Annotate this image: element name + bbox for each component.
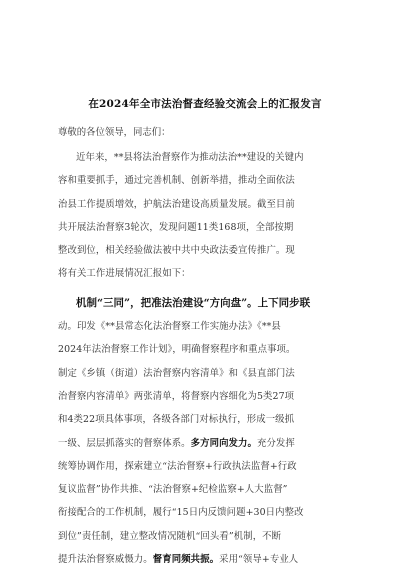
section-heading: 机制“三同”，把准法治建设“方向盘”。上下同步联: [76, 296, 311, 309]
paragraph-line: 统筹协调作用，探索建立“法治督察+行政执法监督+行政: [58, 460, 297, 472]
paragraph-line: 到位”责任制，建立整改情况随机“回头看”机制，不断: [58, 530, 282, 542]
paragraph-line: 整改到位，相关经验做法被中共中央政法委宣传推广。现: [58, 245, 295, 257]
bold-subheading: 督育同频共振。: [152, 554, 220, 566]
paragraph-text: 提升法治督察威慑力。: [58, 554, 153, 566]
paragraph-text: 采用“领导+专业人: [219, 554, 299, 566]
paragraph-text: 充分发挥: [256, 437, 295, 449]
paragraph-line: 复议监督”协作共推、“法治督察+纪检监察+人大监督”: [58, 484, 288, 496]
paragraph-line: 治县工作提质增效，护航法治建设高质量发展。截至目前: [58, 198, 295, 210]
greeting: 尊敬的各位领导，同志们：: [58, 127, 171, 138]
paragraph-line: 治督察内容清单》两张清单，将督察内容细化为5类27项: [58, 390, 295, 402]
document-title: 在2024年全市法治督查经验交流会上的汇报发言: [88, 98, 322, 110]
paragraph-line-mixed: [58, 432, 354, 455]
paragraph-line: 共开展法治督察3轮次，发现问题11类168项，全部按期: [58, 221, 294, 233]
paragraph-line: 容和重要抓手，通过完善机制、创新举措，推动全面依法: [58, 175, 295, 187]
paragraph-line: 和4类22项具体事项，各级各部门对标执行，形成一级抓: [58, 414, 295, 426]
bold-subheading: 多方同向发力。: [190, 437, 257, 449]
paragraph-line: 衔接配合的工作机制，履行“15日内反馈问题+30日内整改: [58, 507, 304, 519]
paragraph-line: 近年来，**县将法治督察作为推动法治**建设的关键内: [76, 152, 304, 163]
paragraph-line-mixed: [58, 548, 354, 571]
paragraph-line: 将有关工作进展情况汇报如下：: [58, 268, 191, 280]
paragraph-line: 动。印发《**县常态化法治督察工作实施办法》《**县: [58, 321, 281, 333]
paragraph-line: 2024年法治督察工作计划》，明确督察程序和重点事项。: [58, 344, 296, 356]
paragraph-text: 一级、层层抓落实的督察体系。: [58, 437, 191, 449]
document-body: [58, 146, 354, 571]
paragraph-line: 制定《乡镇（街道）法治督察内容清单》和《县直部门法: [58, 367, 295, 379]
